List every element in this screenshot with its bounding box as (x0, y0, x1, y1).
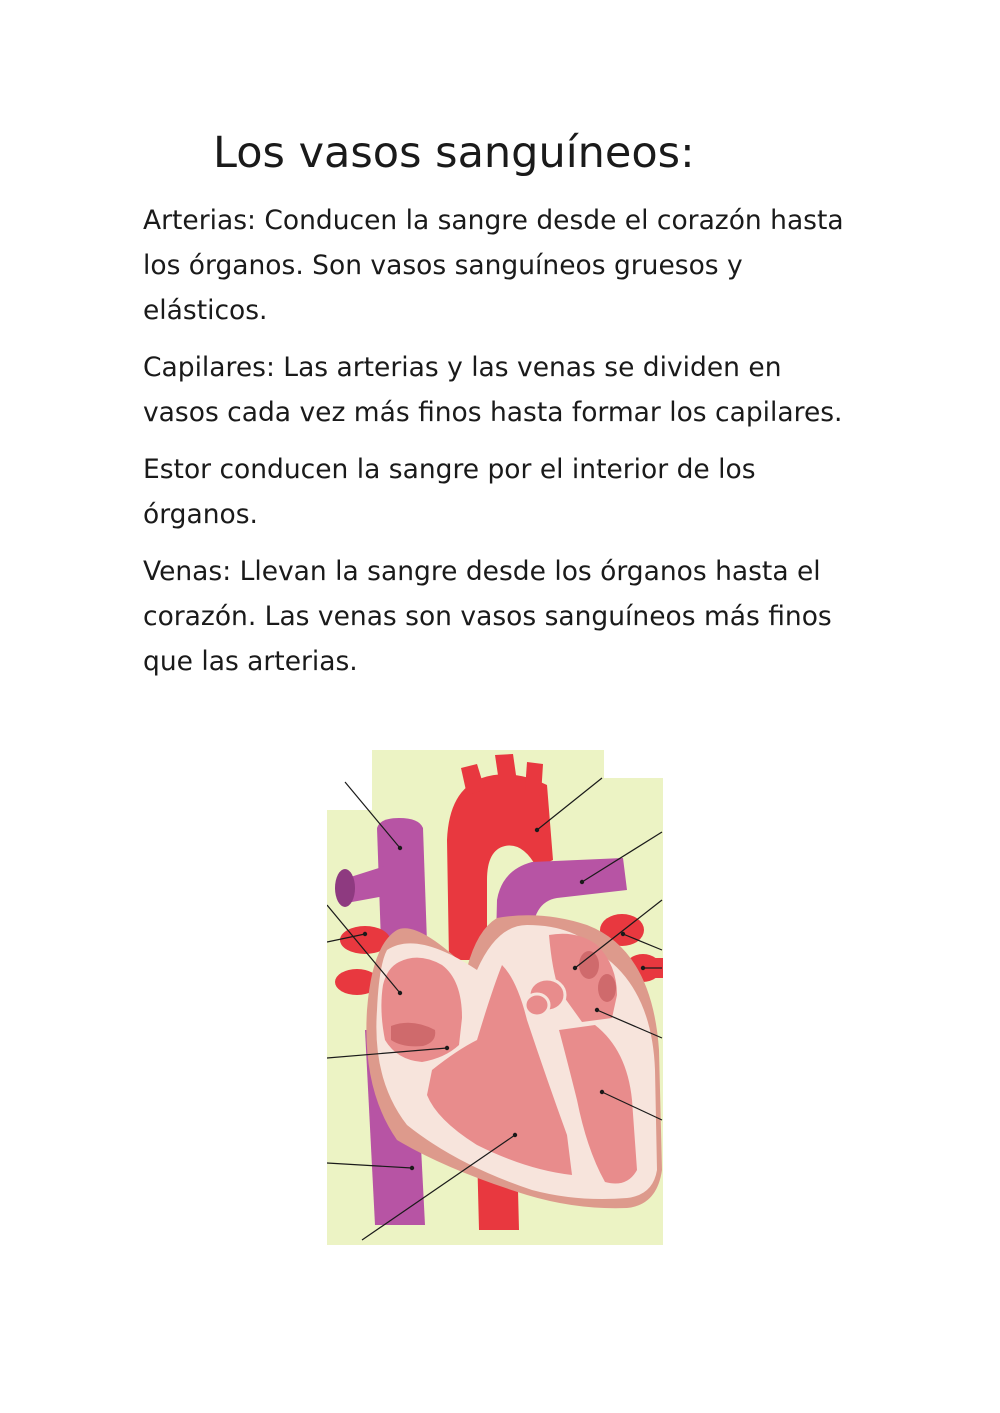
paragraph-arterias: Arterias: Conducen la sangre desde el corazón hasta los órganos. Son vasos sanguíneos gruesos y elásticos. (143, 205, 844, 326)
paragraph-venas: Venas: Llevan la sangre desde los órganos hasta el corazón. Las venas son vasos sanguíneos más finos que las arterias. (143, 556, 832, 677)
semilunar-valve-inner (525, 994, 549, 1016)
heart-diagram (327, 750, 667, 1245)
pulmonary-vein-opening-2 (598, 974, 616, 1002)
page-title: Los vasos sanguíneos: (213, 128, 695, 178)
heart-diagram-svg (327, 750, 667, 1245)
paragraph-capilares: Capilares: Las arterias y las venas se dividen en vasos cada vez más finos hasta formar los capilares. (143, 352, 843, 428)
vein-opening (335, 869, 355, 907)
pulmonary-vein-opening-1 (579, 951, 599, 979)
aorta-branch-3 (525, 762, 543, 796)
right-atrium (381, 958, 462, 1062)
body-text (143, 198, 863, 696)
paragraph-estor: Estor conducen la sangre por el interior de los órganos. (143, 454, 756, 530)
